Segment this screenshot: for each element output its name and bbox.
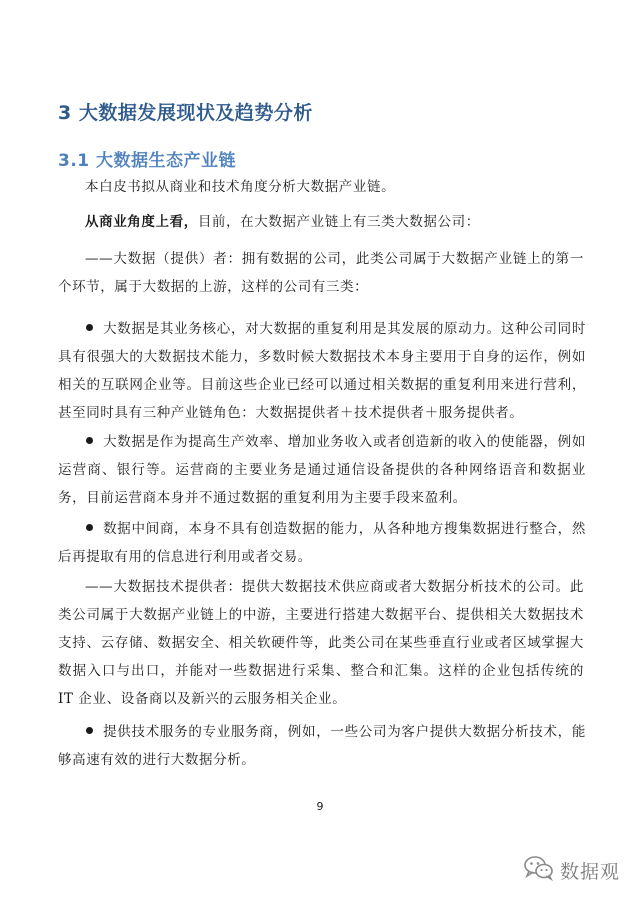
commercial-rest: 目前，在大数据产业链上有三类大数据公司： — [197, 214, 480, 230]
tech-paragraph: ——大数据技术提供者：提供大数据技术供应商或者大数据分析技术的公司。此类公司属于大数据产业链上的中游，主要进行搭建大数据平台、提供相关大数据技术支持、云存储、数据安全、相关软硬件等，此类公司在某些垂直行业或者区域掌握大数据入口与出口，并能对一些数据进行采集、整合和汇集。这样的企业包括传统的 IT 企业、设备商以及新兴的云服务相关企业。 — [58, 579, 584, 707]
bullet-item — [58, 718, 586, 774]
provider-paragraph: ——大数据（提供）者：拥有数据的公司，此类公司属于大数据产业链上的第一个环节，属于大数据的上游，这样的公司有三类： — [58, 251, 584, 295]
bullet-item — [58, 428, 586, 512]
page-number: 9 — [316, 800, 324, 813]
section-heading: 3 大数据发展现状及趋势分析 — [58, 102, 313, 124]
bullet-icon — [86, 524, 93, 531]
bullet-text: 提供技术服务的专业服务商，例如，一些公司为客户提供大数据分析技术，能够高速有效的进行大数据分析。 — [58, 724, 586, 768]
commercial-lead: 从商业角度上看， — [85, 214, 198, 230]
bullet-text: 大数据是其业务核心，对大数据的重复利用是其发展的原动力。这种公司同时具有很强大的大数据技术能力，多数时候大数据技术本身主要用于自身的运作，例如相关的互联网企业等。目前这些企业已经可以通过相关数据的重复利用来进行营利，甚至同时具有三种产业链角色：大数据提供者＋技术提供者＋服务提供者。 — [58, 321, 586, 421]
bullet-text: 大数据是作为提高生产效率、增加业务收入或者创造新的收入的使能器，例如运营商、银行等。运营商的主要业务是通过通信设备提供的各种网络语音和数据业务，目前运营商本身并不通过数据的重复利用为主要手段来盈利。 — [58, 434, 586, 506]
bullet-icon — [86, 324, 93, 331]
watermark — [524, 855, 620, 885]
watermark-text: 数据观 — [559, 860, 620, 883]
bullet-icon — [86, 437, 93, 444]
bullet-item — [58, 515, 586, 571]
intro-paragraph: 本白皮书拟从商业和技术角度分析大数据产业链。 — [85, 179, 396, 195]
bullet-item — [58, 315, 586, 427]
bullet-icon — [86, 727, 93, 734]
subsection-heading: 3.1 大数据生态产业链 — [58, 151, 237, 171]
wechat-icon — [524, 855, 554, 885]
commercial-paragraph — [58, 208, 584, 236]
bullet-text: 数据中间商，本身不具有创造数据的能力，从各种地方搜集数据进行整合，然后再提取有用的信息进行利用或者交易。 — [58, 521, 586, 565]
